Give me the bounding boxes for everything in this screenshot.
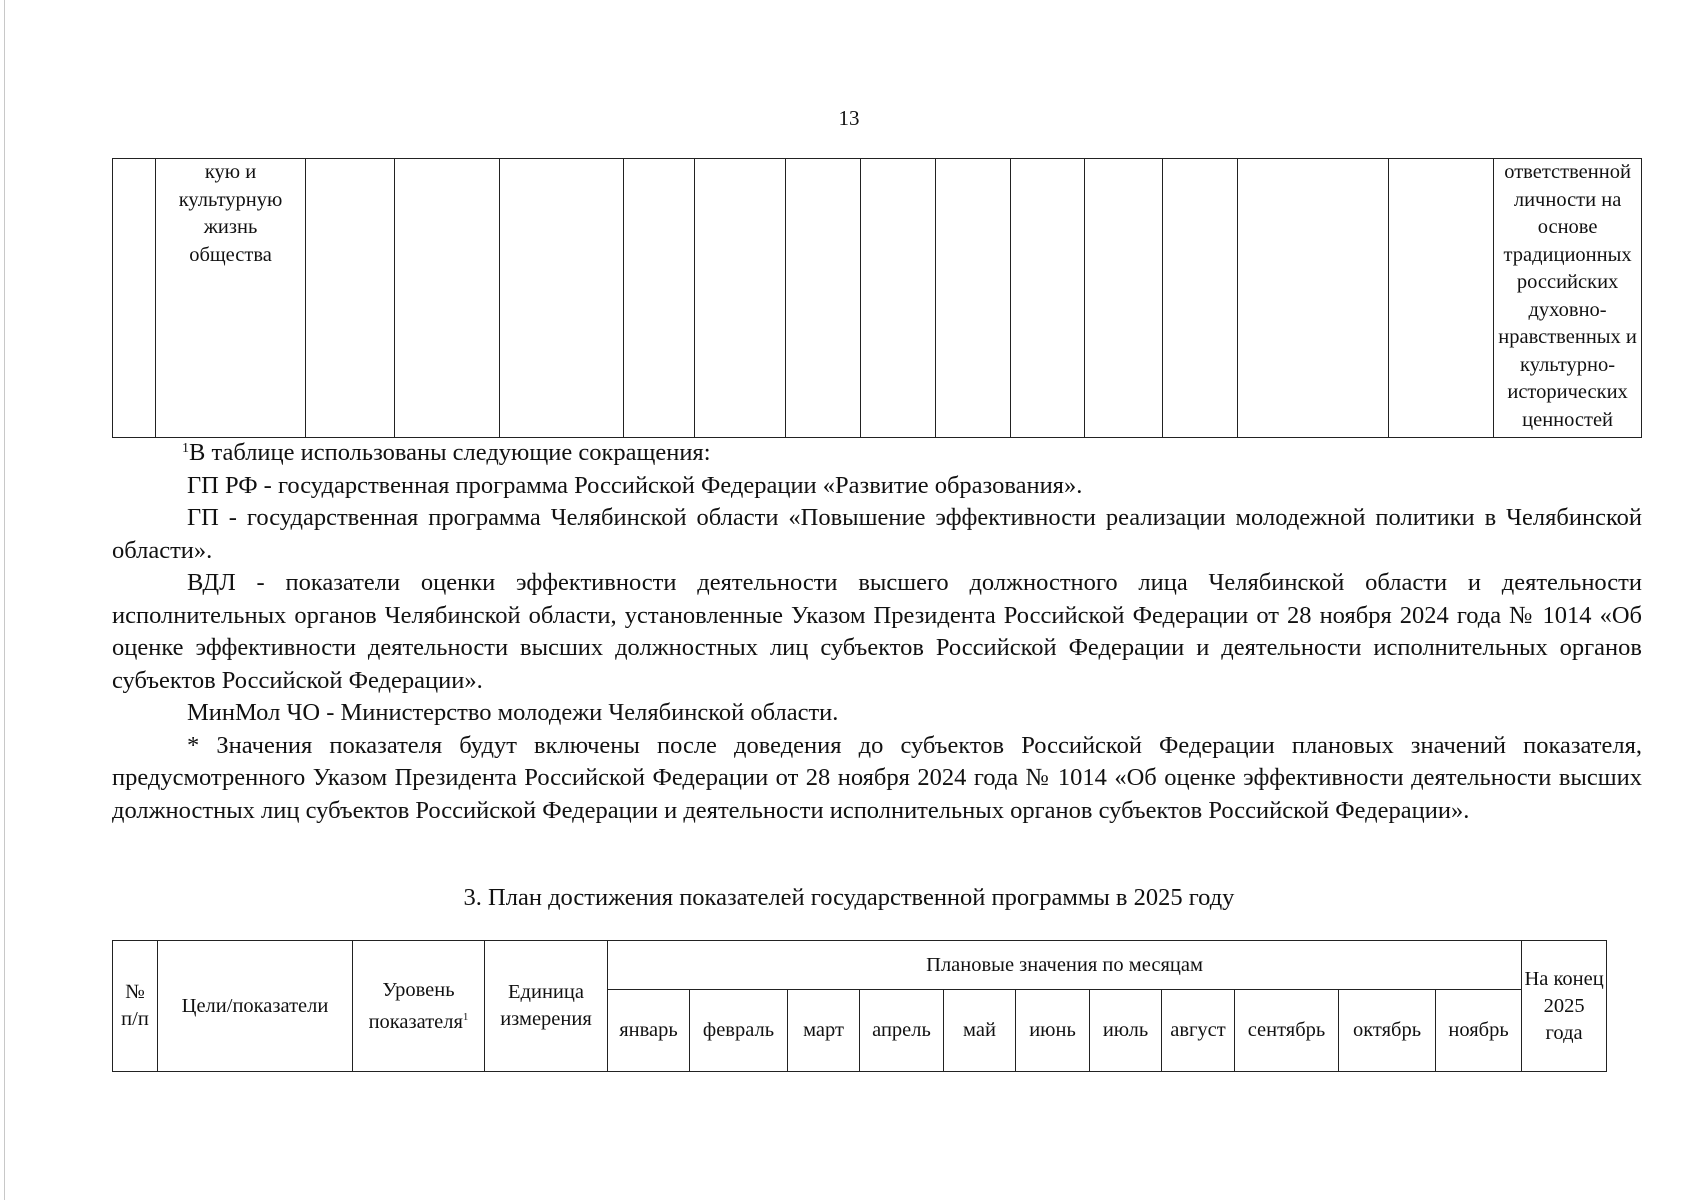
- header-month: май: [944, 990, 1016, 1072]
- header-month: март: [788, 990, 860, 1072]
- footnote-item: МинМол ЧО - Министерство молодежи Челябинской области.: [187, 699, 839, 726]
- table-cell: [306, 159, 394, 438]
- table-cell: [935, 159, 1010, 438]
- table-cell: [1085, 159, 1163, 438]
- table-cell: [1010, 159, 1085, 438]
- header-end-of-year: На конец 2025 года: [1522, 941, 1607, 1072]
- header-level-marker: 1: [462, 1010, 469, 1023]
- header-month: октябрь: [1339, 990, 1436, 1072]
- header-month: январь: [608, 990, 690, 1072]
- header-unit: Единица измерения: [485, 941, 608, 1072]
- footnotes: [112, 437, 1642, 827]
- footnote-item: ГП - государственная программа Челябинской области «Повышение эффективности реализации молодежной политики в Челябинской области».: [112, 504, 1642, 564]
- table-cell: [394, 159, 499, 438]
- page-edge-line: [4, 0, 5, 1200]
- header-level-text: Уровень показателя: [368, 978, 463, 1033]
- header-num: № п/п: [113, 941, 158, 1072]
- result-text-cell: [1494, 159, 1642, 438]
- header-month: август: [1162, 990, 1235, 1072]
- header-month: февраль: [690, 990, 788, 1072]
- footnote-intro-text: В таблице использованы следующие сокращения:: [189, 439, 711, 466]
- table-cell: [113, 159, 156, 438]
- header-month: апрель: [860, 990, 944, 1072]
- goal-text: кую и культурную жизнь общества: [178, 161, 283, 266]
- result-text: ответственной личности на основе традиционных российских духовно- нравственных и культурно- исторических ценностей: [1498, 161, 1637, 431]
- table-cell: [623, 159, 695, 438]
- footnote-intro: [112, 437, 1642, 470]
- footnote-marker: 1: [182, 441, 189, 456]
- header-month: сентябрь: [1235, 990, 1339, 1072]
- footnote-item: ВДЛ - показатели оценки эффективности деятельности высшего должностного лица Челябинской области и деятельности исполнительных органов Челябинской области, установленные Указом Президента Российской Федерации от 28 ноября 2024 года № 1014 «Об оценке эффективности деятельности высших должностных лиц субъектов Российской Федерации и деятельности исполнительных органов субъектов Российской Федерации».: [112, 569, 1642, 694]
- footnote-item: ГП РФ - государственная программа Российской Федерации «Развитие образования».: [187, 471, 1083, 499]
- section-title: 3. План достижения показателей государственной программы в 2025 году: [463, 884, 1235, 911]
- continuation-table: [112, 158, 1642, 438]
- plan-table: [112, 940, 1607, 1072]
- header-month: июль: [1090, 990, 1162, 1072]
- goal-text-cell: [155, 159, 306, 438]
- header-month: июнь: [1016, 990, 1090, 1072]
- page-number: 13: [838, 106, 860, 130]
- table-cell: [695, 159, 785, 438]
- header-level: [353, 941, 485, 1072]
- table-cell: [1389, 159, 1494, 438]
- table-cell: [860, 159, 935, 438]
- table-cell: [499, 159, 623, 438]
- header-goals: Цели/показатели: [158, 941, 353, 1072]
- table-cell: [785, 159, 860, 438]
- header-monthly-group: Плановые значения по месяцам: [608, 941, 1522, 990]
- continuation-row: [113, 159, 1642, 438]
- header-month: ноябрь: [1436, 990, 1522, 1072]
- table-cell: [1163, 159, 1238, 438]
- table-cell: [1238, 159, 1389, 438]
- footnote-item: * Значения показателя будут включены после доведения до субъектов Российской Федерации плановых значений показателя, предусмотренного Указом Президента Российской Федерации от 28 ноября 2024 года № 1014 «Об оценке эффективности деятельности высших должностных лиц субъектов Российской Федерации и деятельности исполнительных органов субъектов Российской Федерации».: [112, 731, 1642, 824]
- plan-header-row: [113, 941, 1607, 990]
